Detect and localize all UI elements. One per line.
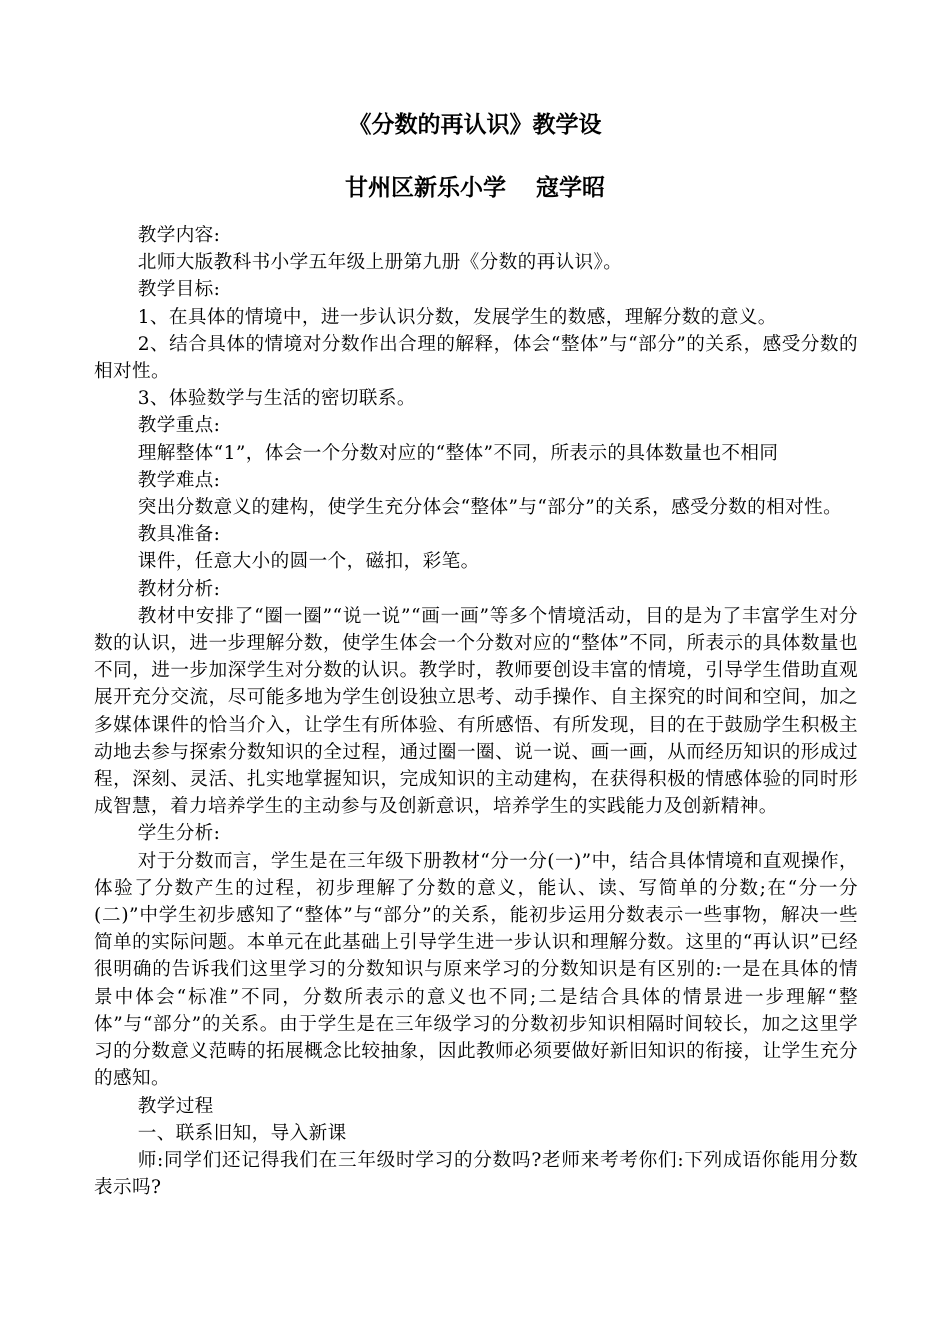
section-heading-textbook-analysis: 教材分析: bbox=[137, 578, 221, 600]
section-heading-materials: 教具准备: bbox=[137, 524, 221, 546]
paragraph: 教材中安排了“圈一圈”“说一说”“画一画”等多个情境活动，目的是为了丰富学生对分数的认识，进一步理解分数，使学生体会一个分数对应的“整体”不同，所表示的具体数量也不同，进一步加深学生对分数的认识。教学时，教师要创设丰富的情境，引导学生借助直观展开充分交流，尽可能多地为学生创设独立思考、动手操作、自主探究的时间和空间，加之多媒体课件的恰当介入，让学生有所体验、有所感悟、有所发现，目的在于鼓励学生积极主动地去参与探索分数知识的全过程，通过圈一圈、说一说、画一画，从而经历知识的形成过程，深刻、灵活、扎实地掌握知识，完成知识的主动建构，在获得积极的情感体验的同时形成智慧，着力培养学生的主动参与及创新意识，培养学生的实践能力及创新精神。 bbox=[94, 605, 858, 818]
author-school: 甘州区新乐小学 bbox=[345, 175, 506, 201]
document-title: 《分数的再认识》教学设 bbox=[348, 112, 602, 138]
paragraph: 2、结合具体的情境对分数作出合理的解释，体会“整体”与“部分”的关系，感受分数的相对性。 bbox=[94, 333, 858, 383]
paragraph: 理解整体“1”，体会一个分数对应的“整体”不同，所表示的具体数量也不相同 bbox=[137, 442, 779, 464]
paragraph: 1、在具体的情境中，进一步认识分数，发展学生的数感，理解分数的意义。 bbox=[137, 306, 777, 328]
paragraph: 突出分数意义的建构，使学生充分体会“整体”与“部分”的关系，感受分数的相对性。 bbox=[137, 497, 843, 519]
section-heading-content: 教学内容: bbox=[137, 225, 221, 246]
paragraph: 一、联系旧知，导入新课 bbox=[137, 1122, 347, 1144]
paragraph: 师:同学们还记得我们在三年级时学习的分数吗?老师来考考你们:下列成语你能用分数表示吗? bbox=[94, 1149, 858, 1199]
section-heading-key-points: 教学重点: bbox=[137, 415, 221, 437]
section-heading-process: 教学过程 bbox=[137, 1095, 214, 1117]
author-name: 寇学昭 bbox=[536, 175, 605, 201]
section-heading-objectives: 教学目标: bbox=[137, 279, 221, 301]
author-line bbox=[0, 173, 950, 203]
section-heading-difficulties: 教学难点: bbox=[137, 469, 221, 491]
paragraph: 对于分数而言，学生是在三年级下册教材“分一分(一)”中，结合具体情境和直观操作，体验了分数产生的过程，初步理解了分数的意义，能认、读、写简单的分数;在“分一分(二)”中学生初步感知了“整体”与“部分”的关系，能初步运用分数表示一些事物，解决一些简单的实际问题。本单元在此基础上引导学生进一步认识和理解分数。这里的“再认识”已经很明确的告诉我们这里学习的分数知识与原来学习的分数知识是有区别的:一是在具体的情景中体会“标准”不同，分数所表示的意义也不同;二是结合具体的情景进一步理解“整体”与“部分”的关系。由于学生是在三年级学习的分数初步知识相隔时间较长，加之这里学习的分数意义范畴的拓展概念比较抽象，因此教师必须要做好新旧知识的衔接，让学生充分的感知。 bbox=[94, 850, 858, 1090]
document-body bbox=[94, 222, 858, 1201]
paragraph: 课件，任意大小的圆一个，磁扣，彩笔。 bbox=[137, 551, 480, 573]
section-heading-student-analysis: 学生分析: bbox=[137, 823, 221, 845]
paragraph: 3、体验数学与生活的密切联系。 bbox=[137, 388, 416, 410]
paragraph: 北师大版教科书小学五年级上册第九册《分数的再认识》。 bbox=[137, 252, 623, 274]
